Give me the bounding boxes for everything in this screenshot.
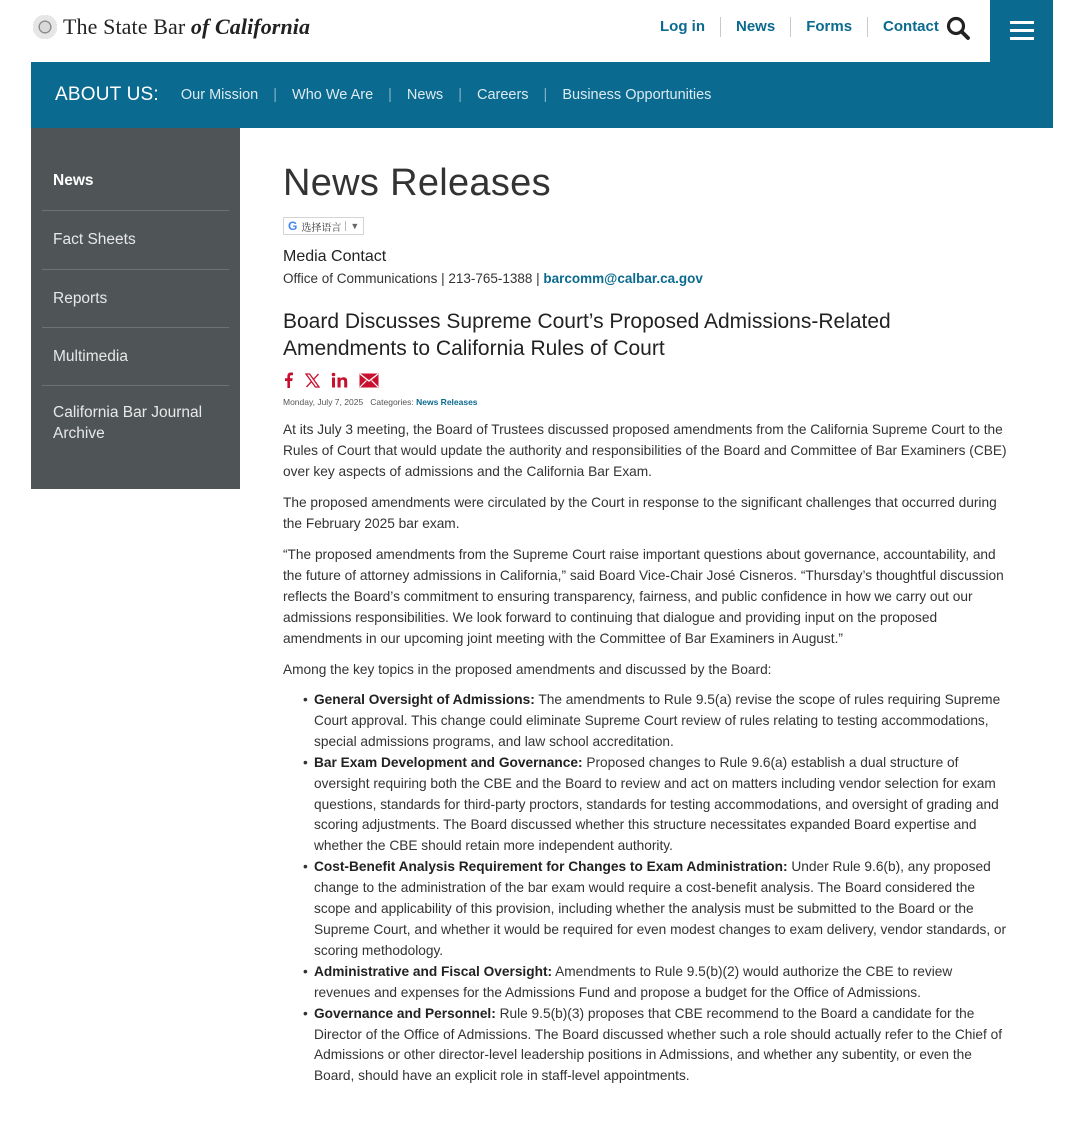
menu-button[interactable] <box>990 0 1053 62</box>
list-item <box>303 690 1010 753</box>
article-paragraph: Among the key topics in the proposed amendments and discussed by the Board: <box>283 662 772 677</box>
sidebar-item-california-bar-journal-archive[interactable]: California Bar Journal Archive <box>53 404 203 442</box>
x-share-button[interactable] <box>305 373 320 388</box>
contact-link[interactable]: Contact <box>883 18 939 35</box>
topic-text: Proposed changes to Rule 9.6(a) establish a dual structure of oversight requiring both the CBE and the Board to review and act on matters including vendor selection for exam questions, standards for third-party proctors, standards for testing accommodations, and oversight of grading and scoring adjustments. The Board discussed whether this structure necessitates expanded Board expertise and whether the CBE should retain more independent authority. <box>314 754 999 854</box>
category-link[interactable]: News Releases <box>416 397 478 407</box>
email-share-button[interactable] <box>359 373 379 388</box>
linkedin-share-button[interactable] <box>331 372 348 388</box>
list-item <box>303 753 1010 858</box>
state-seal-icon <box>33 15 57 39</box>
about-link-our-mission[interactable]: Our Mission <box>180 87 259 103</box>
list-item <box>303 962 1010 1004</box>
categories-label: Categories: <box>370 397 414 407</box>
news-link[interactable]: News <box>736 18 776 35</box>
topic-text: The amendments to Rule 9.5(a) revise the scope of rules requiring Supreme Court approval. This change could eliminate Supreme Court review of rules relating to testing accommodations, special admissions programs, and law school accreditation. <box>314 692 1001 749</box>
page-title: News Releases <box>283 162 551 204</box>
about-link-news[interactable]: News <box>406 87 444 103</box>
language-select-label: 选择语言 <box>301 222 342 234</box>
topic-title: Cost-Benefit Analysis Requirement for Changes to Exam Administration: <box>314 859 788 875</box>
sidebar-item-reports[interactable]: Reports <box>42 270 229 328</box>
main-content <box>283 160 1010 1087</box>
article-headline: Board Discusses Supreme Court’s Proposed Admissions-Related Amendments to California Rules of Court <box>283 310 891 360</box>
logo-text: The State Bar of California <box>63 14 311 39</box>
sidebar-item-fact-sheets[interactable]: Fact Sheets <box>42 211 229 270</box>
login-link[interactable]: Log in <box>660 18 705 35</box>
topic-title: Administrative and Fiscal Oversight: <box>314 963 553 979</box>
topic-text: Rule 9.5(b)(3) proposes that CBE recommend to the Board a candidate for the Director of the Office of Admissions. The Board discussed whether such a role should actually refer to the Chief of Admissions or other director-level leadership positions in Admissions, and whether any subentity, or even the Board, should have an explicit role in staff-level appointments. <box>314 1005 1003 1084</box>
divider: | <box>458 87 462 103</box>
facebook-icon <box>283 372 294 388</box>
search-icon <box>944 14 974 44</box>
sidebar-nav <box>31 128 240 489</box>
article-meta <box>283 397 1010 407</box>
site-logo[interactable] <box>33 14 310 40</box>
article-paragraph: The proposed amendments were circulated by the Court in response to the significant challenges that occurred during the February 2025 bar exam. <box>283 495 997 531</box>
topic-title: Governance and Personnel: <box>314 1005 496 1021</box>
about-nav-links <box>181 87 712 103</box>
sidebar-item-multimedia[interactable]: Multimedia <box>42 328 229 386</box>
language-select[interactable] <box>283 217 364 235</box>
sidebar-item-news[interactable]: News <box>42 152 229 211</box>
about-link-who-we-are[interactable]: Who We Are <box>292 87 374 103</box>
topic-text: Amendments to Rule 9.5(b)(2) would authorize the CBE to review revenues and expenses for the Admissions Fund and propose a budget for the Office of Admissions. <box>314 963 953 1000</box>
media-contact-info <box>283 271 1010 286</box>
google-translate-icon: G <box>288 219 298 233</box>
list-item <box>303 1004 1010 1088</box>
about-link-careers[interactable]: Careers <box>476 87 529 103</box>
divider: | <box>273 87 278 103</box>
about-title: ABOUT US: <box>55 84 159 105</box>
list-item <box>303 857 1010 962</box>
topic-title: General Oversight of Admissions: <box>314 692 535 707</box>
article-paragraph: At its July 3 meeting, the Board of Trustees discussed proposed amendments from the California Supreme Court to the Rules of Court that would update the authority and responsibilities of the Board and Committee of Bar Examiners (CBE) over key aspects of admissions and the California Bar Exam. <box>283 422 1007 479</box>
search-button[interactable] <box>944 14 974 44</box>
email-icon <box>359 373 379 388</box>
topics-list <box>283 690 1010 1087</box>
about-nav-bar <box>31 62 1053 128</box>
media-contact-text: Office of Communications | 213-765-1388 | <box>283 271 544 286</box>
dropdown-arrow-icon: ▼ <box>345 221 359 231</box>
site-header <box>0 0 1080 62</box>
article-paragraph: “The proposed amendments from the Supreme Court raise important questions about governance, accountability, and the future of attorney admissions in California,” said Board Vice-Chair José Cisneros. “Thursday’s thoughtful discussion reflects the Board’s commitment to ensuring transparency, fairness, and public confidence in how we carry out our admissions responsibilities. We look forward to continuing that dialogue and providing input on the proposed amendments in our upcoming joint meeting with the Committee of Bar Examiners in August.” <box>283 547 1004 646</box>
facebook-share-button[interactable] <box>283 372 294 388</box>
topic-title: Bar Exam Development and Governance: <box>314 754 583 770</box>
about-link-business-opportunities[interactable]: Business Opportunities <box>562 87 712 103</box>
linkedin-icon <box>331 372 348 388</box>
media-email-link[interactable]: barcomm@calbar.ca.gov <box>543 271 703 286</box>
utility-nav <box>645 17 954 37</box>
article-body <box>283 419 1010 680</box>
forms-link[interactable]: Forms <box>806 18 853 35</box>
share-icons <box>283 369 1010 391</box>
media-contact-heading: Media Contact <box>283 248 387 265</box>
divider: | <box>388 87 392 103</box>
divider: | <box>543 87 548 103</box>
article-date: Monday, July 7, 2025 <box>283 397 364 407</box>
topic-text: Under Rule 9.6(b), any proposed change to the administration of the bar exam would require a cost-benefit analysis. The Board considered the scope and applicability of this provision, including whether the analysis must be submitted to the Board or the Supreme Court, and whether it would be required for even modest changes to exam delivery, vendor standards, or scoring methodology. <box>314 859 1007 958</box>
x-icon <box>305 373 320 388</box>
